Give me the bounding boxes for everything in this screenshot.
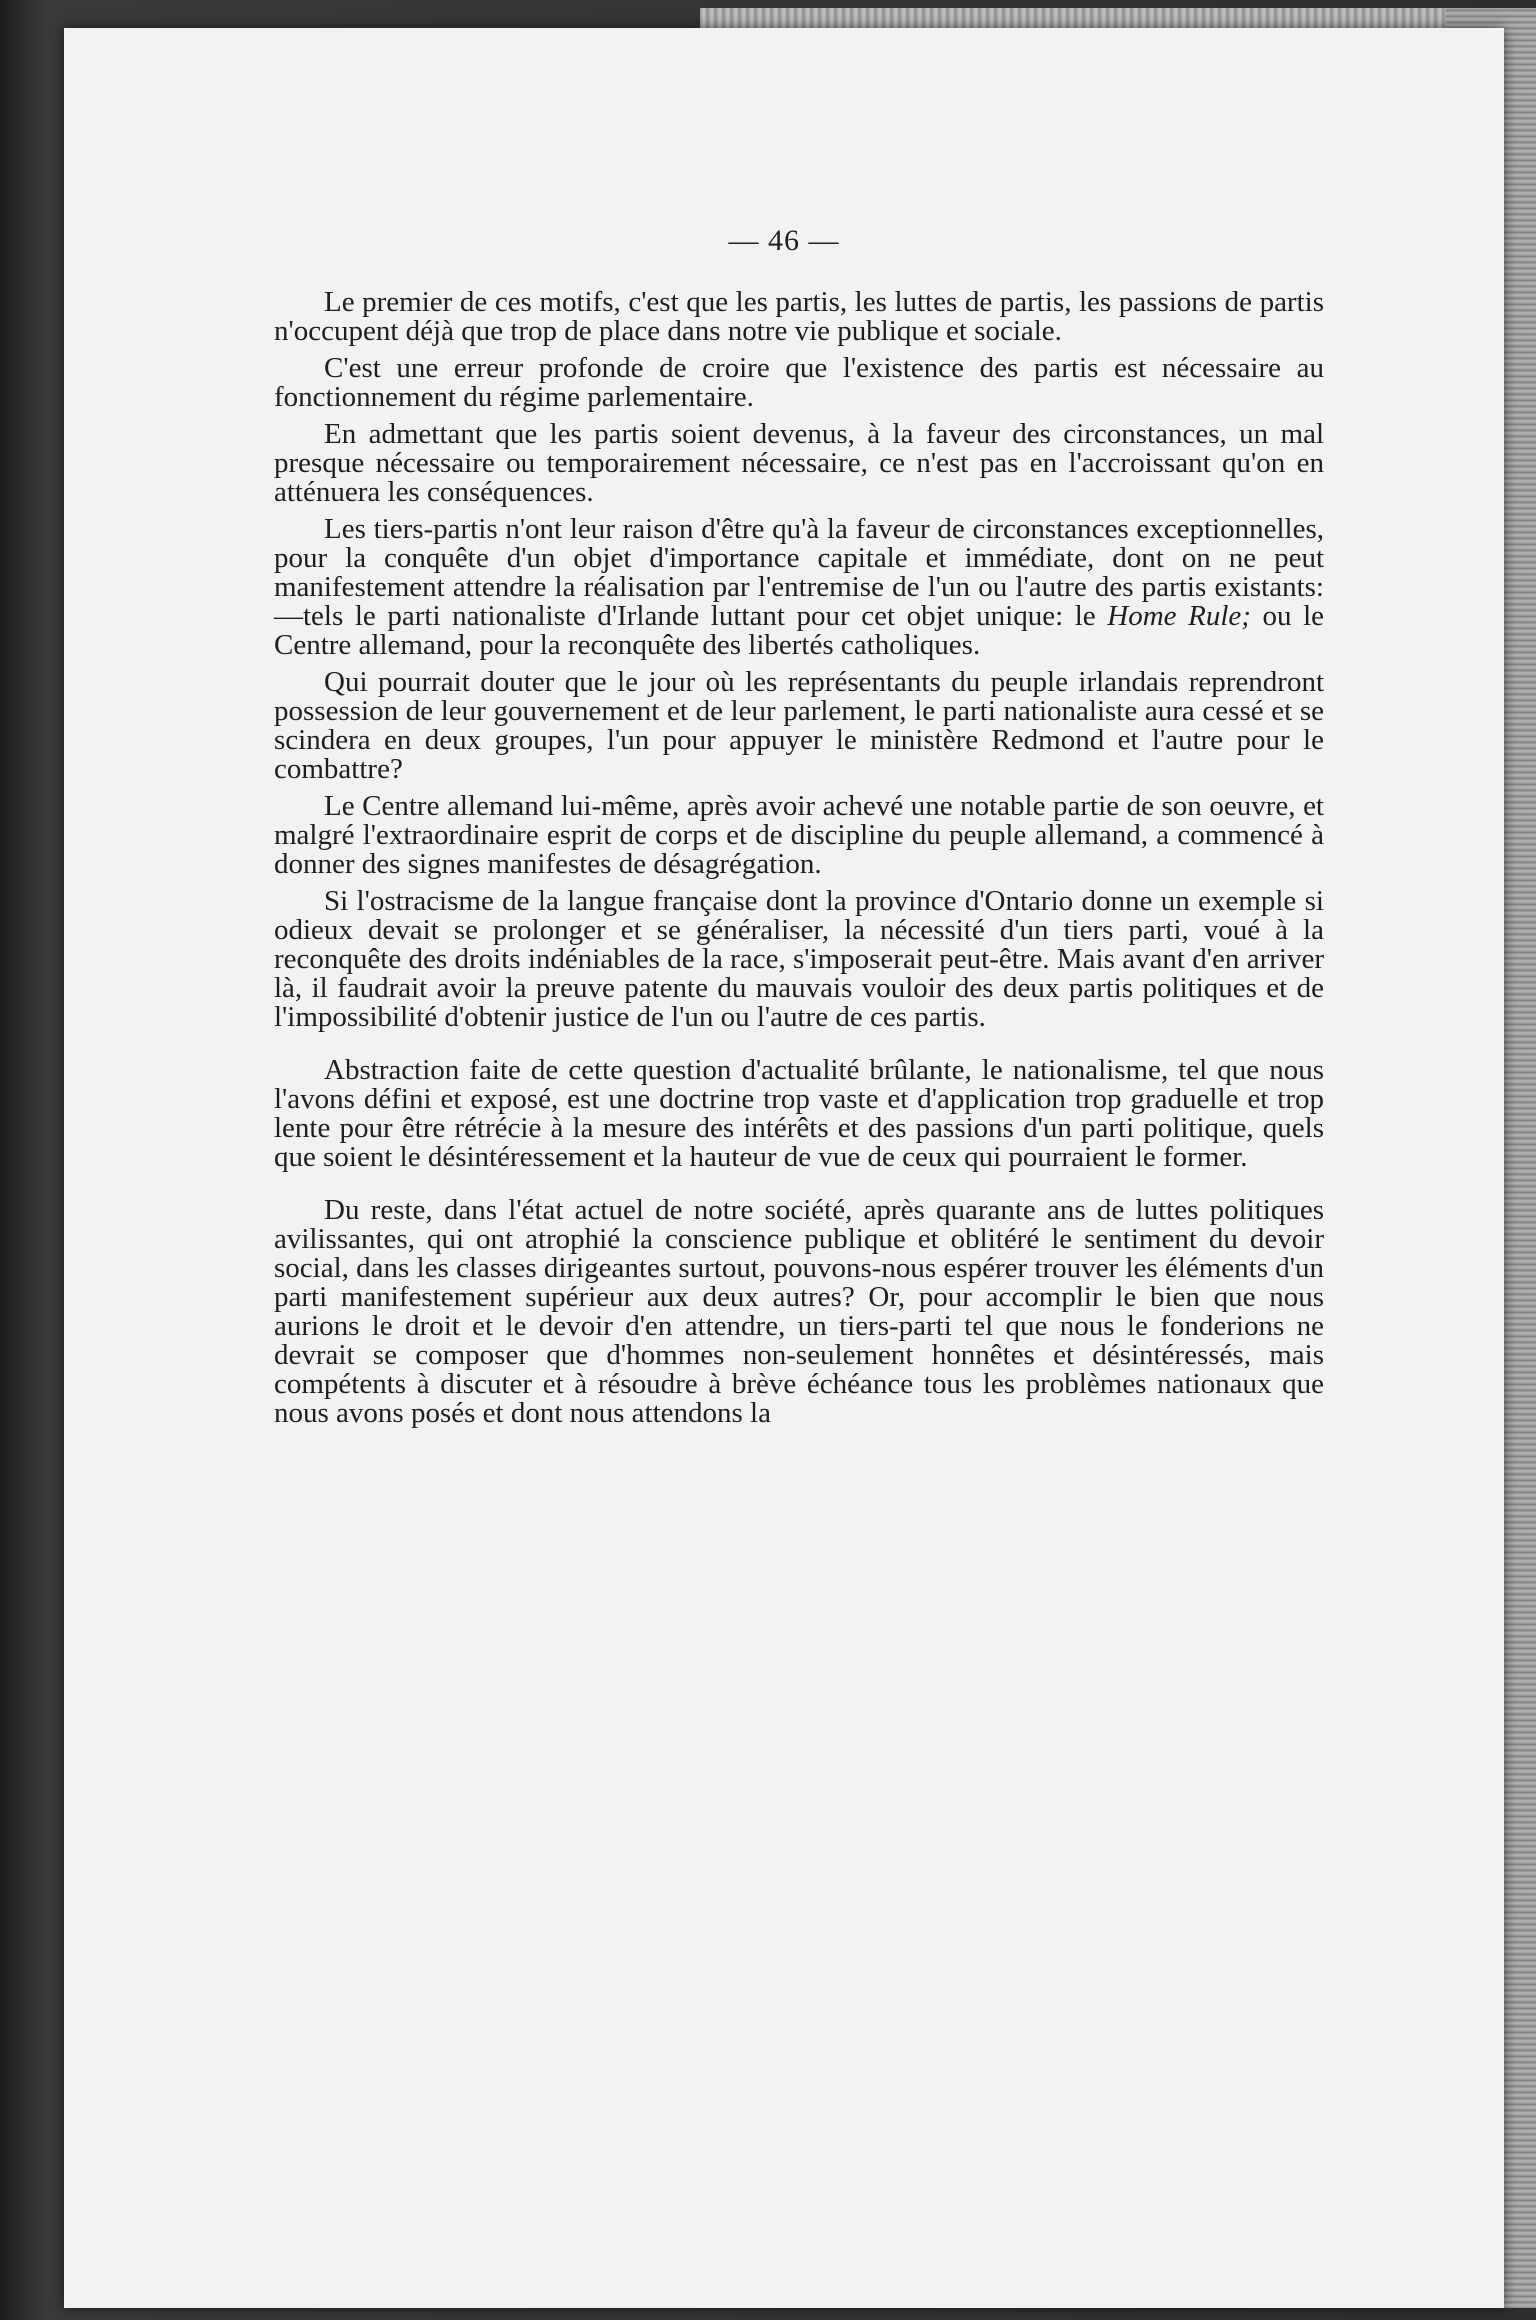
paragraph-1: Le premier de ces motifs, c'est que les partis, les luttes de partis, les passions de partis n'occupent déjà que trop de place dans notre vie publique et sociale. xyxy=(274,286,1324,347)
paragraph-8: Abstraction faite de cette question d'actualité brûlante, le nationalisme, tel que nous l'avons défini et exposé, est une doctrine trop vaste et d'application trop graduelle et trop lente pour être rétrécie à la mesure des intérêts et des passions d'un parti politique, quels que soient le désintéressement et la hauteur de vue de ceux qui pourraient le former. xyxy=(274,1054,1324,1173)
paragraph-4-italic: Home Rule; xyxy=(1107,600,1251,632)
paragraph-4-part-b: ou le Centre allemand, pour la reconquête des libertés catholiques. xyxy=(274,600,1325,661)
paragraph-7: Si l'ostracisme de la langue française dont la province d'Ontario donne un exemple si odieux devait se prolonger et se généraliser, la nécessité d'un tiers parti, voué à la reconquête des droits indéniables de la race, s'imposerait peut-être. Mais avant d'en arriver là, il faudrait avoir la preuve patente du mauvais vouloir des deux partis politiques et de l'impossibilité d'obtenir justice de l'un ou l'autre de ces partis. xyxy=(274,885,1324,1033)
page-number: — 46 — xyxy=(728,224,840,257)
paragraph-4-part-a: Les tiers-partis n'ont leur raison d'être qu'à la faveur de circonstances exceptionnelles, pour la conquête d'un objet d'importance capitale et immédiate, dont on ne peut manifestement attendre la réalisation par l'entremise de l'un ou l'autre des partis existants: —tels le parti nationaliste d'Irlande luttant pour cet objet unique: le xyxy=(274,513,1324,632)
paragraph-6: Le Centre allemand lui-même, après avoir achevé une notable partie de son oeuvre, et malgré l'extraordinaire esprit de corps et de discipline du peuple allemand, a commencé à donner des signes manifestes de désagrégation. xyxy=(274,790,1324,880)
paragraph-5: Qui pourrait douter que le jour où les représentants du peuple irlandais reprendront possession de leur gouvernement et de leur parlement, le parti nationaliste aura cessé et se scindera en deux groupes, l'un pour appuyer le ministère Redmond et l'autre pour le combattre? xyxy=(274,666,1324,785)
paragraph-4 xyxy=(274,515,1324,660)
paragraph-2: C'est une erreur profonde de croire que l'existence des partis est nécessaire au fonctionnement du régime parlementaire. xyxy=(274,352,1324,413)
paragraph-3: En admettant que les partis soient devenus, à la faveur des circonstances, un mal presque nécessaire ou temporairement nécessaire, ce n'est pas en l'accroissant qu'on en atténuera les conséquences. xyxy=(274,418,1324,508)
book-page xyxy=(64,28,1504,2308)
paragraph-9: Du reste, dans l'état actuel de notre société, après quarante ans de luttes politiques avilissantes, qui ont atrophié la conscience publique et oblitéré le sentiment du devoir social, dans les classes dirigeantes surtout, pouvons-nous espérer trouver les éléments d'un parti manifestement supérieur aux deux autres? Or, pour accomplir le bien que nous aurions le droit et le devoir d'en attendre, un tiers-parti tel que nous le fonderions ne devrait se composer que d'hommes non-seulement honnêtes et désintéressés, mais compétents à discuter et à résoudre à brève échéance tous les problèmes nationaux que nous avons posés et dont nous attendons la xyxy=(274,1194,1324,1429)
page-body-text xyxy=(274,288,1324,1436)
